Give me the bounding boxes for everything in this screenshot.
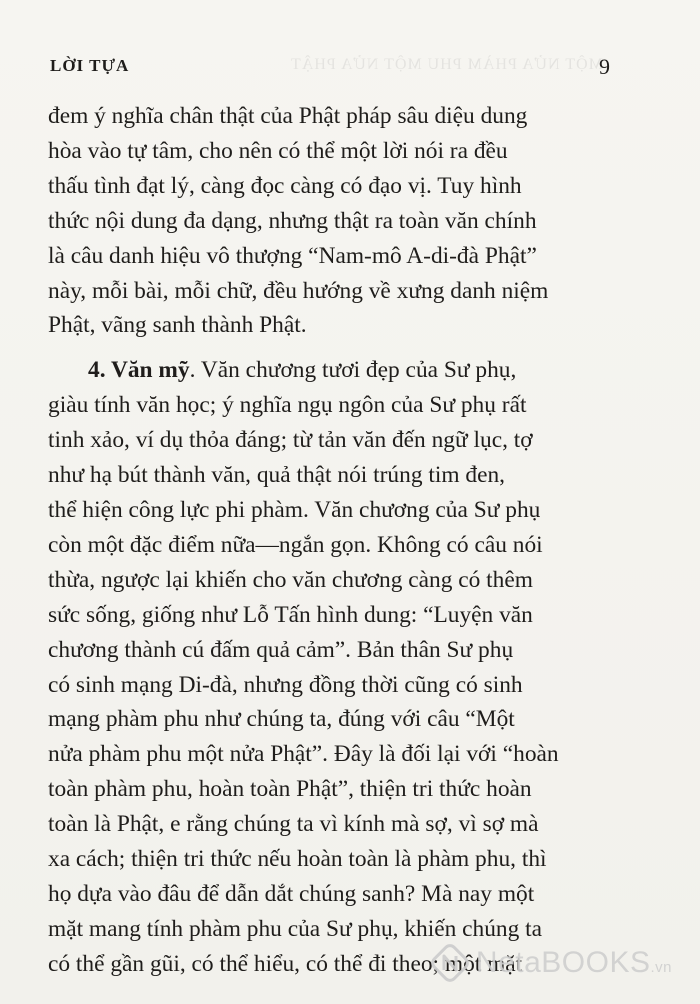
text-line: xa cách; thiện tri thức nếu hoàn toàn là phàm phu, thì (48, 846, 547, 873)
text-line: mặt mang tính phàm phu của Sư phụ, khiến chúng ta (48, 915, 543, 942)
bleed-through-text: MỘT NỬA PHÀM PHU MỘT NỬA PHẬT (290, 56, 603, 73)
text-line: có thể gần gũi, có thể hiểu, có thể đi theo; một mặt (48, 950, 523, 977)
text-line: họ dựa vào đâu để dẫn dắt chúng sanh? Mà nay một (48, 880, 535, 907)
paragraph-gap (48, 343, 628, 353)
text-line: toàn phàm phu, hoàn toàn Phật”, thiện tri thức hoàn (48, 776, 532, 803)
chapter-title: LỜI TỰA (50, 56, 130, 75)
text-line: thừa, ngược lại khiến cho văn chương càng có thêm (48, 566, 533, 593)
text-line: giàu tính văn học; ý nghĩa ngụ ngôn của Sư phụ rất (48, 392, 527, 419)
netabooks-logo-icon (430, 943, 470, 983)
text-line: mạng phàm phu như chúng ta, đúng với câu “Một (48, 706, 515, 733)
watermark-brand: NetaBOOKS (475, 946, 651, 979)
netabooks-watermark (430, 940, 672, 986)
section-first-line-text: . Văn chương tươi đẹp của Sư phụ, (189, 357, 517, 384)
text-line: nửa phàm phu một nửa Phật”. Đây là đối lại với “hoàn (48, 741, 559, 768)
section-heading: 4. Văn mỹ (88, 357, 190, 384)
text-line: như hạ bút thành văn, quả thật nói trúng tim đen, (48, 462, 506, 489)
text-line: đem ý nghĩa chân thật của Phật pháp sâu diệu dung (48, 103, 528, 129)
text-line: là câu danh hiệu vô thượng “Nam-mô A-di-đà Phật” (48, 242, 537, 269)
text-line: thể hiện công lực phi phàm. Văn chương của Sư phụ (48, 496, 541, 523)
text-line: có sinh mạng Di-đà, nhưng đồng thời cũng có sinh (48, 671, 523, 698)
text-line: toàn là Phật, e rằng chúng ta vì kính mà sợ, vì sợ mà (48, 811, 539, 838)
text-line: này, mỗi bài, mỗi chữ, đều hướng về xưng danh niệm (48, 277, 549, 304)
section-first-line (48, 353, 628, 388)
page-number: 9 (599, 54, 610, 79)
text-line: tinh xảo, ví dụ thỏa đáng; từ tản văn đến ngữ lục, tợ (48, 427, 533, 454)
text-line: còn một đặc điểm nữa—ngắn gọn. Không có câu nói (48, 531, 543, 558)
body-text (48, 99, 628, 982)
running-header (50, 56, 610, 84)
text-line: sức sống, giống như Lỗ Tấn hình dung: “Luyện văn (48, 601, 533, 628)
text-line: Phật, vãng sanh thành Phật. (48, 312, 307, 339)
text-line: thấu tình đạt lý, càng đọc càng có đạo vị. Tuy hình (48, 172, 522, 199)
watermark-domain: .vn (650, 959, 672, 976)
watermark-text (476, 946, 672, 980)
text-line: thức nội dung đa dạng, nhưng thật ra toàn văn chính (48, 207, 537, 234)
text-line: chương thành cú đấm quả cảm”. Bản thân Sư phụ (48, 636, 514, 663)
text-line: hòa vào tự tâm, cho nên có thể một lời nói ra đều (48, 137, 508, 164)
